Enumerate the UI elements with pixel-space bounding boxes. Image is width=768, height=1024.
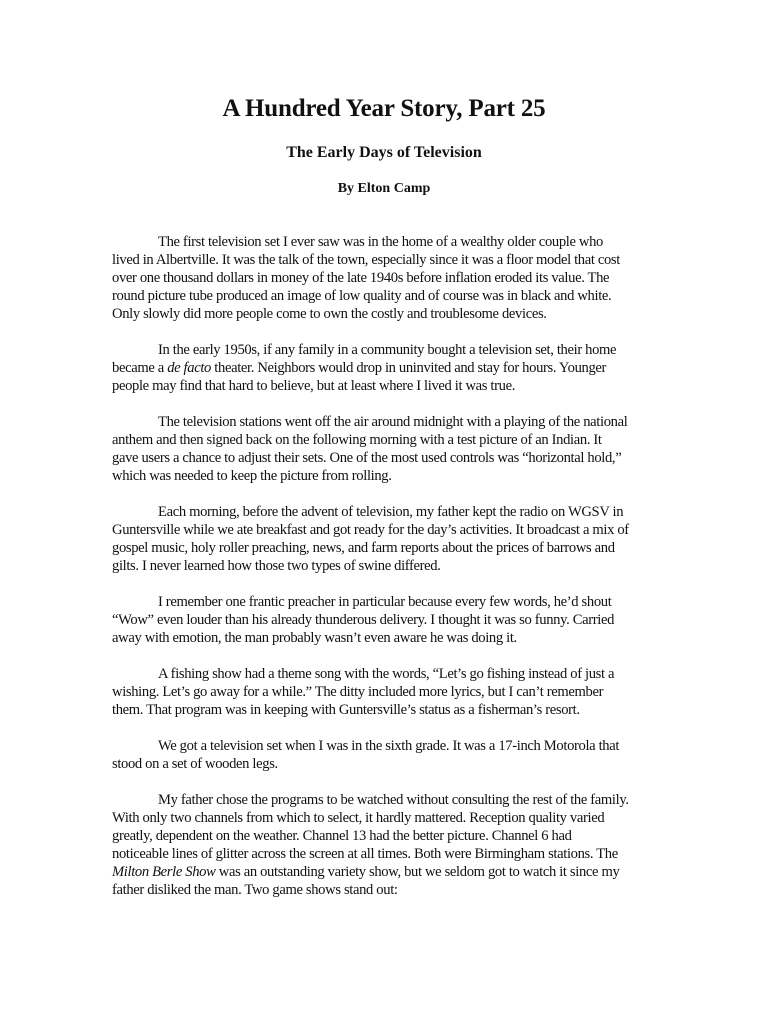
paragraph-first-television: The first television set I ever saw was in the home of a wealthy older couple who lived in Albertville. It was the talk of the town, especially since it was a floor model that cost over one thousand dollars in money of the late 1940s before inflation eroded its value. The round picture tube produced an image of low quality and of course was in black and white. Only slowly did more people come to own the costly and troublesome devices.: [112, 234, 620, 322]
paragraph-fishing-show: A fishing show had a theme song with the words, “Let’s go fishing instead of just a wishing. Let’s go away for a while.” The ditty included more lyrics, but I can’t remember them. That program was in keeping with Guntersville’s status as a fisherman’s resort.: [112, 666, 615, 718]
paragraph-text: was an outstanding variety show, but we seldom got to watch it since my father disliked the man. Two game shows stand out:: [112, 864, 620, 898]
paragraph-text: theater. Neighbors would drop in uninvited and stay for hours. Younger people may find that hard to believe, but at least where I lived it was true.: [112, 360, 607, 394]
paragraph-frantic-preacher: I remember one frantic preacher in particular because every few words, he’d shout “Wow” even louder than his already thunderous delivery. I thought it was so funny. Carried away with emotion, the man probably wasn’t even aware he was doing it.: [112, 594, 615, 646]
paragraph-text: My father chose the programs to be watched without consulting the rest of the family. With only two channels from which to select, it hardly mattered. Reception quality varied greatly, dependent on the weather. Channel 13 had the better picture. Channel 6 had noticeable lines of glitter across the screen at all times. Both were Birmingham stations. The: [112, 792, 629, 862]
italic-phrase: de facto: [167, 360, 211, 376]
paragraph-program-choice: [112, 791, 630, 899]
author-byline: By Elton Camp: [337, 181, 431, 196]
document-title: A Hundred Year Story, Part 25: [222, 95, 546, 122]
paragraph-motorola-set: We got a television set when I was in the sixth grade. It was a 17-inch Motorola that stood on a set of wooden legs.: [112, 738, 620, 772]
article-body: [112, 233, 630, 917]
paragraph-stations-off-air: The television stations went off the air around midnight with a playing of the national anthem and then signed back on the following morning with a test picture of an Indian. It gave users a chance to adjust their sets. One of the most used controls was “horizontal hold,” which was needed to keep the picture from rolling.: [112, 414, 628, 484]
paragraph-text: In the early 1950s, if any family in a community bought a television set, their home became a: [112, 342, 617, 376]
paragraph-de-facto-theater: [112, 341, 630, 395]
paragraph-radio-wgsv: Each morning, before the advent of television, my father kept the radio on WGSV in Guntersville while we ate breakfast and got ready for the day’s activities. It broadcast a mix of gospel music, holy roller preaching, news, and farm reports about the prices of barrows and gilts. I never learned how those two types of swine differed.: [112, 504, 629, 574]
italic-phrase: Milton Berle Show: [112, 864, 216, 880]
document-subtitle: The Early Days of Television: [286, 144, 482, 161]
